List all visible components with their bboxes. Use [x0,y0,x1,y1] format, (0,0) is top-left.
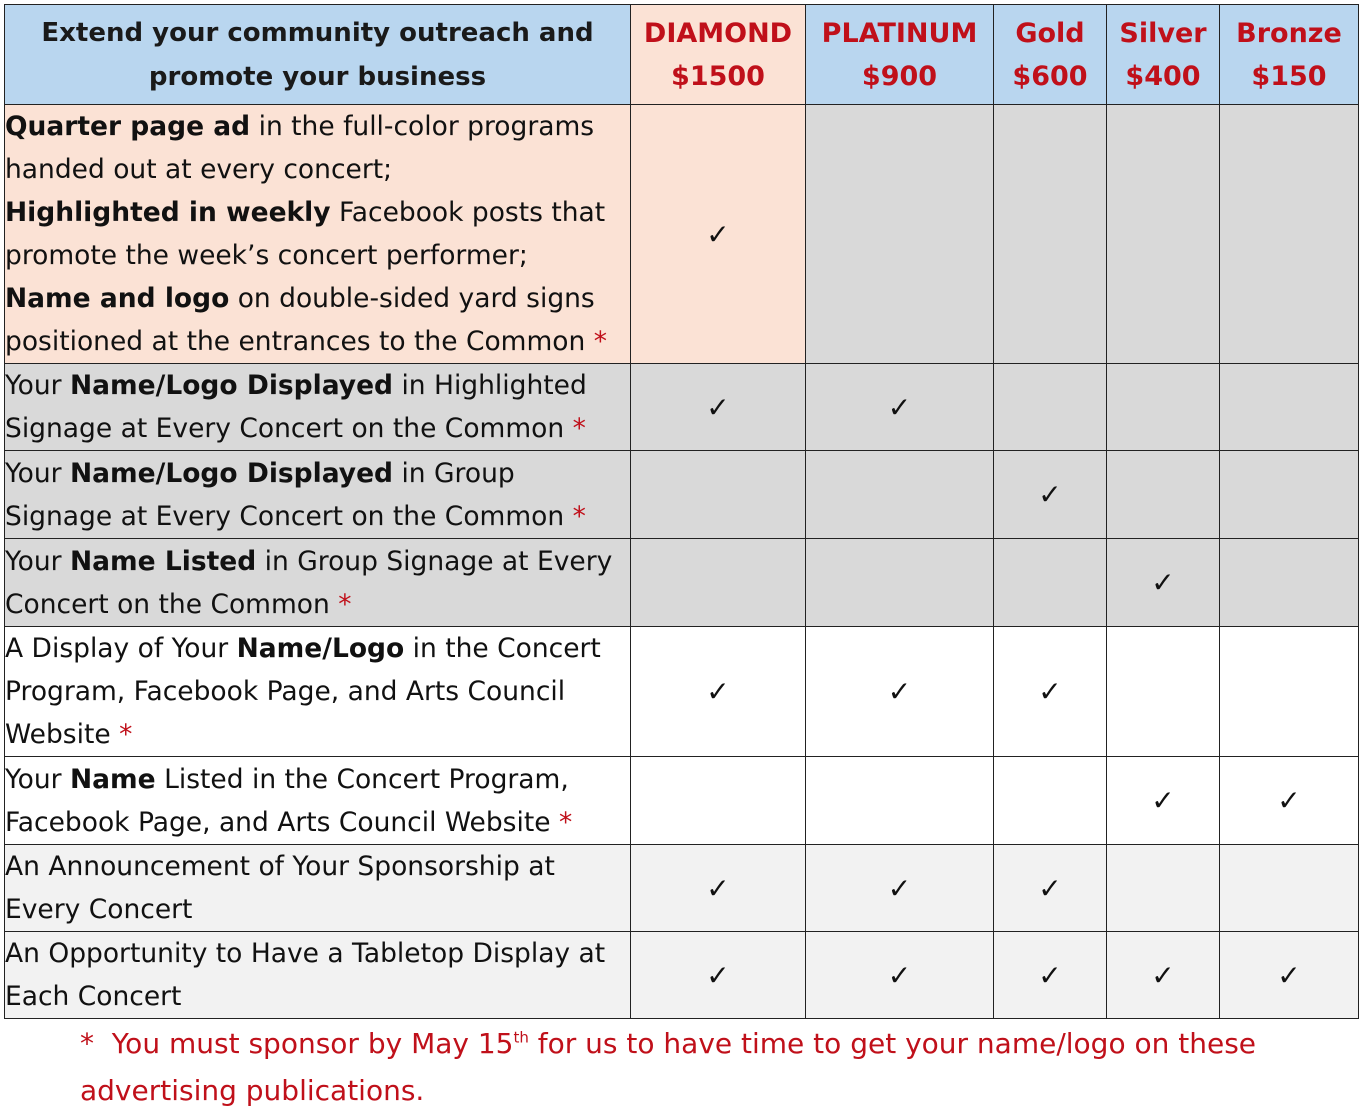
benefit-row [5,451,1359,539]
asterisk: * [572,413,586,444]
check-cell [806,757,994,845]
checkmark-icon: ✓ [1277,958,1301,992]
check-cell [631,451,806,539]
checkmark-icon: ✓ [1038,675,1062,708]
check-cell [1220,757,1359,845]
tier-price: $150 [1251,60,1327,92]
benefit-text: Concert on the Common [5,588,339,620]
asterisk: * [558,806,573,838]
checkmark-icon: ✓ [1277,784,1301,817]
benefit-text: Website [5,719,120,750]
benefit-bold: Quarter page ad [5,111,251,142]
benefit-text: Facebook Page, and Arts Council Website [5,806,559,838]
checkmark-icon: ✓ [887,958,912,992]
check-cell [631,627,806,757]
check-cell [1107,932,1220,1019]
check-cell [1107,845,1220,932]
tier-name: Silver [1119,17,1207,49]
benefit-description [5,105,631,364]
checkmark-icon: ✓ [887,390,912,424]
benefit-text: handed out at every concert; [5,154,393,185]
benefit-text: Each Concert [5,981,182,1012]
benefit-text: Your [5,370,70,401]
header-desc-line2: promote your business [148,61,487,92]
header-description [5,5,631,105]
check-cell [1107,539,1220,627]
checkmark-icon: ✓ [706,217,730,251]
benefit-text: Signage at Every Concert on the Common [5,500,573,532]
footnote-text: You must sponsor by May 15 [94,1027,514,1060]
tier-name: PLATINUM [821,17,978,49]
check-cell [994,105,1107,364]
check-cell [1220,932,1359,1019]
check-cell [994,539,1107,627]
benefit-text: in the full-color programs [250,111,595,142]
checkmark-icon: ✓ [1038,958,1062,992]
tier-price: $400 [1125,60,1201,92]
benefit-text: Your [5,457,70,489]
benefit-row [5,932,1359,1019]
benefit-text: Signage at Every Concert on the Common [5,413,573,444]
check-cell [806,105,994,364]
checkmark-icon: ✓ [1038,478,1062,511]
check-cell [631,539,806,627]
benefit-row [5,105,1359,364]
asterisk: * [572,500,586,532]
benefit-description [5,932,631,1019]
benefit-bold: Name/Logo [236,633,405,664]
check-cell [994,364,1107,451]
benefit-description [5,627,631,757]
benefit-bold: Name Listed [70,545,257,577]
benefit-description [5,364,631,451]
benefit-text: in Group Signage at Every [256,545,613,577]
footnote [80,1020,1320,1114]
footnote-superscript: th [513,1028,529,1047]
benefit-bold: Name/Logo Displayed [70,370,394,401]
checkmark-icon: ✓ [1151,784,1175,817]
benefit-text: in Group [393,457,515,489]
asterisk: * [593,326,607,357]
check-cell [806,539,994,627]
footnote-asterisk: * [80,1027,94,1060]
benefit-row [5,364,1359,451]
asterisk: * [119,719,133,750]
check-cell [1220,845,1359,932]
tier-header-bronze [1220,5,1359,105]
checkmark-icon: ✓ [706,958,730,992]
check-cell [994,932,1107,1019]
benefit-row [5,627,1359,757]
check-cell [1107,105,1220,364]
benefit-text: Your [5,763,70,795]
checkmark-icon: ✓ [706,390,730,424]
header-row [5,5,1359,105]
sponsorship-tiers-table [4,4,1359,1019]
benefit-text: An Announcement of Your Sponsorship at [5,851,555,882]
check-cell [1220,627,1359,757]
tier-price: $900 [861,60,938,92]
benefit-text: in the Concert [404,633,601,664]
check-cell [806,845,994,932]
check-cell [806,451,994,539]
checkmark-icon: ✓ [887,675,912,708]
benefit-text: Program, Facebook Page, and Arts Council [5,676,566,707]
tier-header-platinum [806,5,994,105]
checkmark-icon: ✓ [887,871,912,905]
check-cell [994,627,1107,757]
tier-name: Bronze [1236,17,1342,49]
checkmark-icon: ✓ [706,871,730,905]
benefit-text: Every Concert [5,894,193,925]
benefit-text: on double-sided yard signs [229,283,595,314]
benefit-text: promote the week’s concert performer; [5,240,528,271]
check-cell [806,364,994,451]
benefit-text: Facebook posts that [330,197,606,228]
footnote-text: for us to have time to get your name/logo on these [528,1027,1257,1060]
check-cell [631,364,806,451]
benefit-row [5,845,1359,932]
check-cell [994,845,1107,932]
check-cell [1107,364,1220,451]
checkmark-icon: ✓ [1151,958,1175,992]
check-cell [1220,539,1359,627]
benefit-description [5,451,631,539]
asterisk: * [338,588,352,620]
check-cell [1107,757,1220,845]
check-cell [1107,451,1220,539]
check-cell [806,627,994,757]
benefit-description [5,845,631,932]
benefit-bold: Name and logo [5,283,230,314]
benefit-text: Listed in the Concert Program, [155,763,569,795]
check-cell [631,757,806,845]
checkmark-icon: ✓ [1151,566,1175,599]
header-desc-line1: Extend your community outreach and [41,17,594,48]
benefit-text: Your [5,545,70,577]
tier-header-gold [994,5,1107,105]
check-cell [1220,451,1359,539]
check-cell [631,932,806,1019]
benefit-description [5,757,631,845]
benefit-row [5,757,1359,845]
footnote-line2: advertising publications. [80,1074,425,1107]
benefit-description [5,539,631,627]
tier-price: $1500 [671,60,765,92]
checkmark-icon: ✓ [706,675,730,708]
check-cell [631,845,806,932]
tier-name: DIAMOND [643,17,793,49]
tier-header-diamond [631,5,806,105]
benefit-row [5,539,1359,627]
benefit-bold: Name [70,763,156,795]
check-cell [994,451,1107,539]
tier-price: $600 [1012,60,1088,92]
tier-header-silver [1107,5,1220,105]
benefit-text: in Highlighted [393,370,587,401]
check-cell [1107,627,1220,757]
benefit-text: A Display of Your [5,633,237,664]
check-cell [994,757,1107,845]
tier-name: Gold [1015,17,1085,49]
benefit-text: An Opportunity to Have a Tabletop Display at [5,938,606,969]
check-cell [806,932,994,1019]
check-cell [1220,364,1359,451]
checkmark-icon: ✓ [1038,871,1062,905]
benefit-bold: Highlighted in weekly [5,197,331,228]
benefit-text: positioned at the entrances to the Common [5,326,594,357]
check-cell [1220,105,1359,364]
benefit-bold: Name/Logo Displayed [70,457,394,489]
check-cell [631,105,806,364]
